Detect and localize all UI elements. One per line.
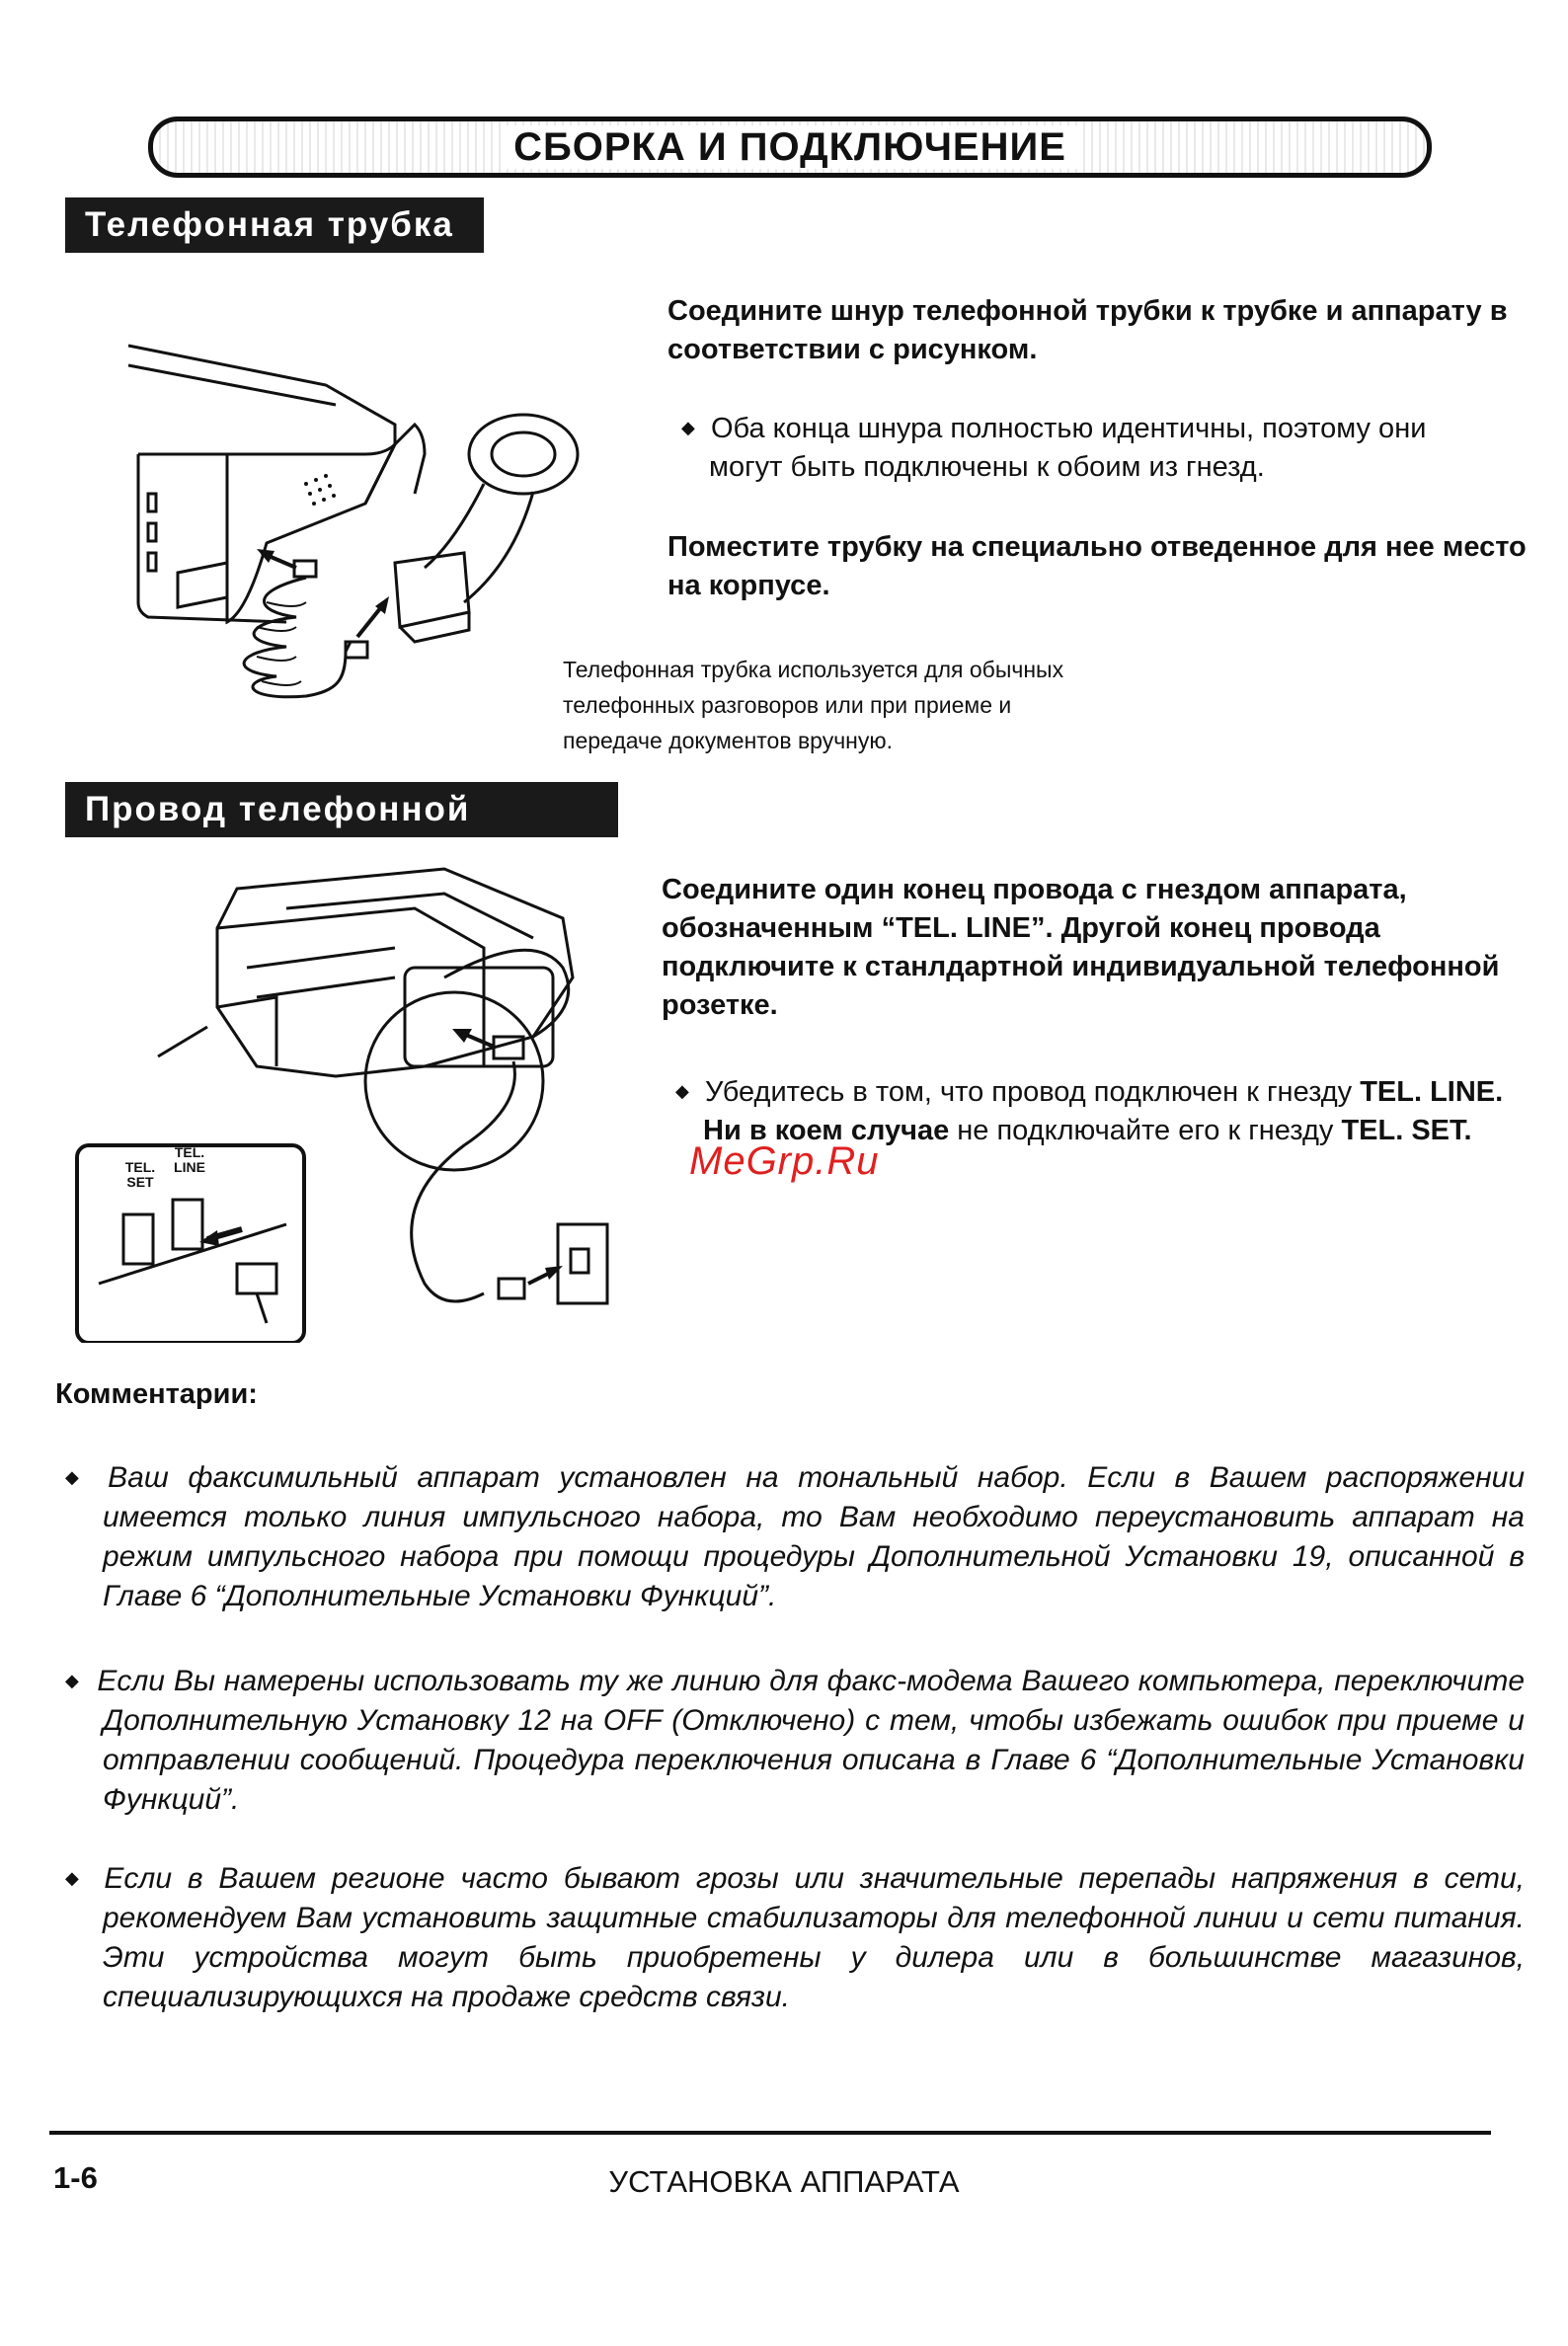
bullet-tel-line-warning: ◆ Убедитесь в том, что провод подключен к гнезду TEL. LINE. Ни в коем случае не подключайте его к гнезду TEL. SET. [675,1076,1504,1146]
instruction-connect-handset: Соедините шнур телефонной трубки к трубке и аппарату в соответствии с рисунком. [667,295,1508,365]
comments-heading: Комментарии: [55,1378,258,1410]
section-header-handset: Телефонная трубка [65,197,484,253]
instruction-connect-line: Соедините один конец провода с гнездом аппарата, обозначенным “TEL. LINE”. Другой конец провода подключите к станлдартной индивидуальной телефонной розетке. [662,874,1500,1021]
section-header-phone-line: Провод телефонной линии [65,782,618,837]
bullet-icon: ◆ [65,1671,80,1690]
comment-item: ◆ Если в Вашем регионе часто бывают грозы или значительные перепады напряжения в сети, рекомендуем Вам установить защитные стабилизаторы для телефонной линии и сети питания. Эти устройства могут быть приобретены у дилера или в большинстве магазинов, специализирующихся на продаже средств связи. [65,1862,1525,2013]
page-title: СБОРКА И ПОДКЛЮЧЕНИЕ [148,120,1432,174]
instruction-place-handset: Поместите трубку на специально отведенное для нее место на корпусе. [667,531,1527,601]
bullet-icon: ◆ [681,418,695,437]
bullet-cord-ends: ◆ Оба конца шнура полностью идентичны, поэтому они могут быть подключены к обоим из гнезд. [681,413,1427,483]
handset-connection-illustration [99,316,612,711]
handset-caption: Телефонная трубка используется для обычных телефонных разговоров или при приеме и передаче документов вручную. [563,657,1064,753]
comment-item: ◆ Если Вы намерены использовать ту же линию для факс-модема Вашего компьютера, переключите Дополнительную Установку 12 на OFF (Отключено) с тем, чтобы избежать ошибок при приеме и отправлении сообщений. Процедура переключения описана в Главе 6 “Дополнительные Установки Функций”. [65,1665,1525,1816]
comment-item: ◆ Ваш факсимильный аппарат установлен на тональный набор. Если в Вашем распоряжении имеется только линия импульсного набора, то Вам необходимо переустановить аппарат на режим импульсного набора при помощи процедуры Дополнительной Установки 19, описанной в Главе 6 “Дополнительные Установки Функций”. [65,1461,1526,1612]
footer-divider [49,2131,1491,2135]
page-number: 1-6 [53,2160,98,2195]
jack-label-tel-line: TEL. LINE [174,1144,205,1175]
watermark: MeGrp.Ru [689,1139,880,1183]
bullet-icon: ◆ [65,1467,91,1487]
footer-chapter-title: УСТАНОВКА АППАРАТА [608,2164,960,2199]
bullet-icon: ◆ [675,1081,689,1101]
phone-line-connection-illustration [69,849,622,1343]
jack-label-tel-set: TEL. SET [124,1159,156,1190]
bullet-icon: ◆ [65,1868,87,1888]
